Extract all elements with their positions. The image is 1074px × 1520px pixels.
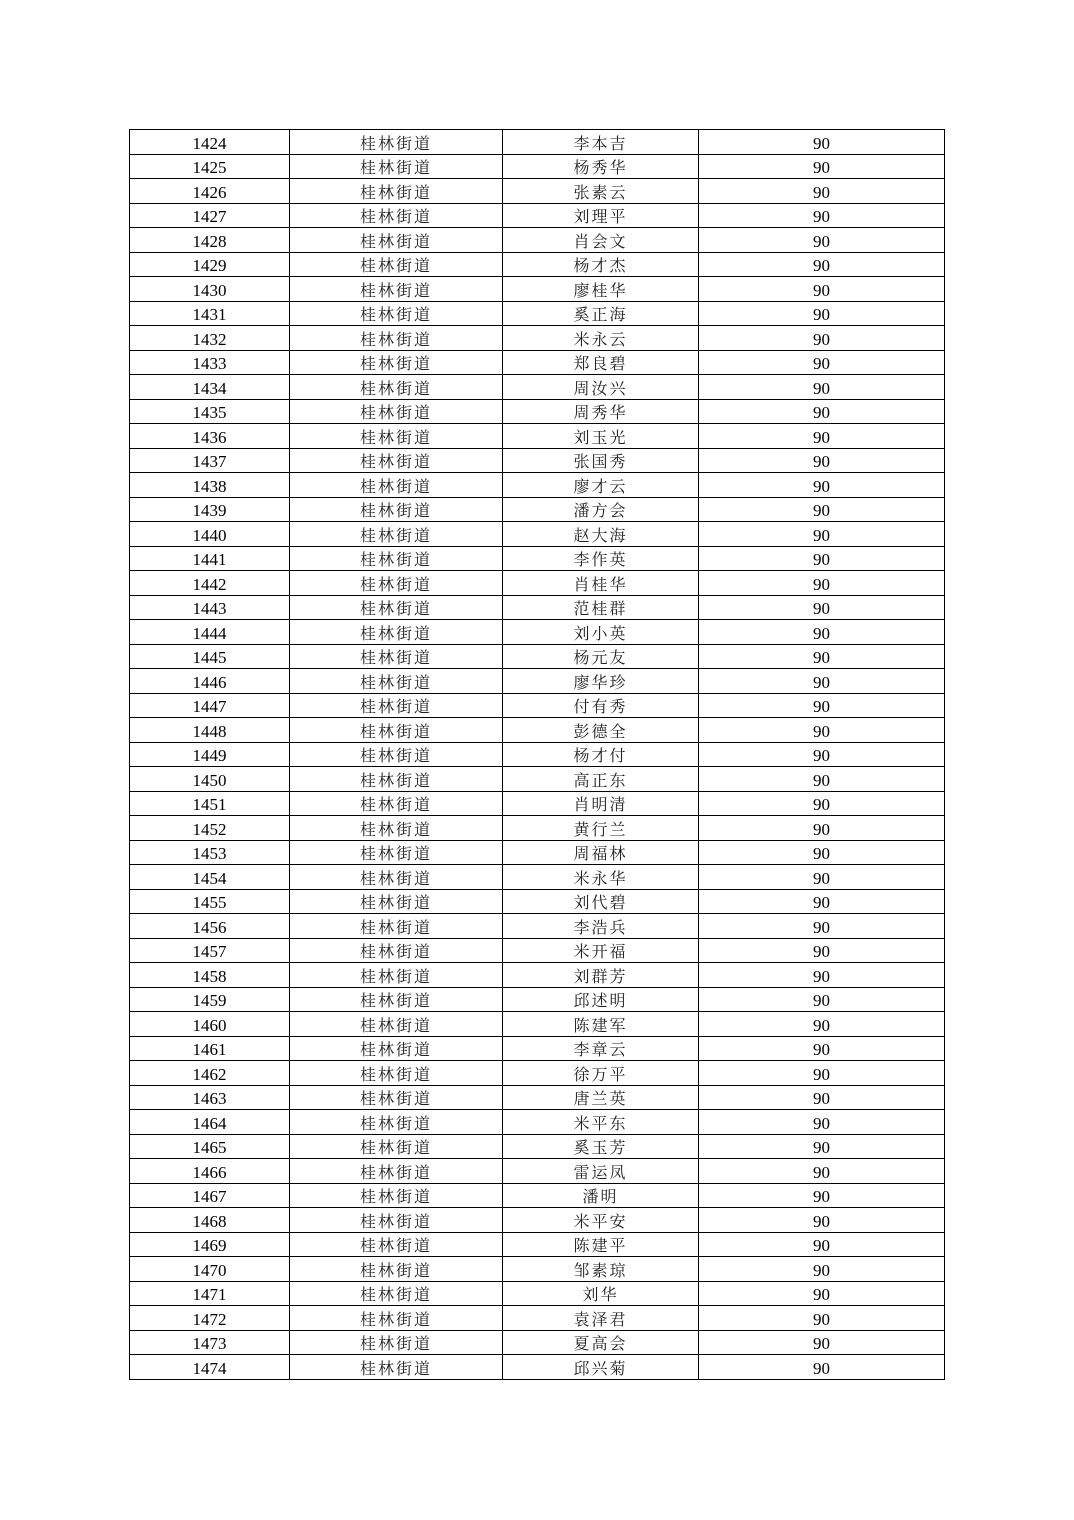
name-cell: 杨秀华	[503, 154, 699, 179]
table-row	[130, 375, 945, 400]
street-cell: 桂林街道	[290, 546, 503, 571]
street-cell: 桂林街道	[290, 424, 503, 449]
score-cell: 90	[699, 963, 945, 988]
row-number-cell: 1444	[130, 620, 290, 645]
name-cell: 刘华	[503, 1281, 699, 1306]
score-cell: 90	[699, 522, 945, 547]
row-number-cell: 1459	[130, 987, 290, 1012]
street-cell: 桂林街道	[290, 693, 503, 718]
table-row	[130, 228, 945, 253]
table-row	[130, 889, 945, 914]
table-row	[130, 669, 945, 694]
table-row	[130, 497, 945, 522]
street-cell: 桂林街道	[290, 1183, 503, 1208]
score-cell: 90	[699, 497, 945, 522]
score-cell: 90	[699, 1330, 945, 1355]
street-cell: 桂林街道	[290, 791, 503, 816]
name-cell: 徐万平	[503, 1061, 699, 1086]
score-cell: 90	[699, 546, 945, 571]
score-cell: 90	[699, 571, 945, 596]
row-number-cell: 1443	[130, 595, 290, 620]
row-number-cell: 1453	[130, 840, 290, 865]
table-row	[130, 1208, 945, 1233]
row-number-cell: 1461	[130, 1036, 290, 1061]
row-number-cell: 1458	[130, 963, 290, 988]
score-cell: 90	[699, 424, 945, 449]
table-row	[130, 130, 945, 155]
row-number-cell: 1442	[130, 571, 290, 596]
score-cell: 90	[699, 669, 945, 694]
street-cell: 桂林街道	[290, 595, 503, 620]
table-row	[130, 1012, 945, 1037]
street-cell: 桂林街道	[290, 301, 503, 326]
score-cell: 90	[699, 840, 945, 865]
score-cell: 90	[699, 375, 945, 400]
table-row	[130, 1257, 945, 1282]
row-number-cell: 1455	[130, 889, 290, 914]
row-number-cell: 1452	[130, 816, 290, 841]
name-cell: 李本吉	[503, 130, 699, 155]
score-cell: 90	[699, 1110, 945, 1135]
table-row	[130, 1232, 945, 1257]
name-cell: 奚正海	[503, 301, 699, 326]
score-cell: 90	[699, 791, 945, 816]
street-cell: 桂林街道	[290, 1232, 503, 1257]
table-row	[130, 1281, 945, 1306]
name-cell: 廖华珍	[503, 669, 699, 694]
table-row	[130, 1036, 945, 1061]
name-cell: 周汝兴	[503, 375, 699, 400]
street-cell: 桂林街道	[290, 669, 503, 694]
row-number-cell: 1435	[130, 399, 290, 424]
street-cell: 桂林街道	[290, 1012, 503, 1037]
table-row	[130, 865, 945, 890]
table-row	[130, 620, 945, 645]
table-row	[130, 1159, 945, 1184]
name-cell: 李作英	[503, 546, 699, 571]
row-number-cell: 1438	[130, 473, 290, 498]
name-cell: 郑良碧	[503, 350, 699, 375]
name-cell: 杨元友	[503, 644, 699, 669]
name-cell: 潘方会	[503, 497, 699, 522]
row-number-cell: 1424	[130, 130, 290, 155]
name-cell: 付有秀	[503, 693, 699, 718]
row-number-cell: 1468	[130, 1208, 290, 1233]
name-cell: 刘小英	[503, 620, 699, 645]
street-cell: 桂林街道	[290, 865, 503, 890]
street-cell: 桂林街道	[290, 1159, 503, 1184]
table-row	[130, 1355, 945, 1380]
table-row	[130, 301, 945, 326]
row-number-cell: 1437	[130, 448, 290, 473]
name-cell: 陈建平	[503, 1232, 699, 1257]
street-cell: 桂林街道	[290, 350, 503, 375]
name-cell: 邱述明	[503, 987, 699, 1012]
street-cell: 桂林街道	[290, 154, 503, 179]
table-row	[130, 816, 945, 841]
table-row	[130, 277, 945, 302]
street-cell: 桂林街道	[290, 742, 503, 767]
score-cell: 90	[699, 228, 945, 253]
score-cell: 90	[699, 767, 945, 792]
street-cell: 桂林街道	[290, 914, 503, 939]
row-number-cell: 1439	[130, 497, 290, 522]
street-cell: 桂林街道	[290, 1257, 503, 1282]
score-cell: 90	[699, 1232, 945, 1257]
street-cell: 桂林街道	[290, 399, 503, 424]
table-row	[130, 1330, 945, 1355]
table-row	[130, 546, 945, 571]
score-cell: 90	[699, 179, 945, 204]
street-cell: 桂林街道	[290, 816, 503, 841]
row-number-cell: 1465	[130, 1134, 290, 1159]
name-cell: 米永云	[503, 326, 699, 351]
street-cell: 桂林街道	[290, 179, 503, 204]
table-row	[130, 1061, 945, 1086]
name-cell: 袁泽君	[503, 1306, 699, 1331]
name-cell: 张素云	[503, 179, 699, 204]
name-cell: 米开福	[503, 938, 699, 963]
name-cell: 米平安	[503, 1208, 699, 1233]
table-row	[130, 1183, 945, 1208]
street-cell: 桂林街道	[290, 1134, 503, 1159]
score-cell: 90	[699, 1306, 945, 1331]
score-cell: 90	[699, 448, 945, 473]
score-cell: 90	[699, 865, 945, 890]
table-row	[130, 1085, 945, 1110]
row-number-cell: 1466	[130, 1159, 290, 1184]
score-cell: 90	[699, 1061, 945, 1086]
row-number-cell: 1457	[130, 938, 290, 963]
street-cell: 桂林街道	[290, 938, 503, 963]
score-cell: 90	[699, 1281, 945, 1306]
row-number-cell: 1462	[130, 1061, 290, 1086]
street-cell: 桂林街道	[290, 1355, 503, 1380]
table-row	[130, 154, 945, 179]
street-cell: 桂林街道	[290, 1306, 503, 1331]
row-number-cell: 1428	[130, 228, 290, 253]
street-cell: 桂林街道	[290, 767, 503, 792]
row-number-cell: 1427	[130, 203, 290, 228]
table-row	[130, 252, 945, 277]
table-row	[130, 742, 945, 767]
score-cell: 90	[699, 1208, 945, 1233]
table-row	[130, 1134, 945, 1159]
name-cell: 邱兴菊	[503, 1355, 699, 1380]
name-cell: 高正东	[503, 767, 699, 792]
row-number-cell: 1440	[130, 522, 290, 547]
table-row	[130, 644, 945, 669]
name-cell: 彭德全	[503, 718, 699, 743]
score-cell: 90	[699, 473, 945, 498]
name-cell: 李章云	[503, 1036, 699, 1061]
score-cell: 90	[699, 914, 945, 939]
name-cell: 肖会文	[503, 228, 699, 253]
name-cell: 刘代碧	[503, 889, 699, 914]
street-cell: 桂林街道	[290, 203, 503, 228]
table-row	[130, 914, 945, 939]
table-row	[130, 448, 945, 473]
row-number-cell: 1449	[130, 742, 290, 767]
row-number-cell: 1431	[130, 301, 290, 326]
table-row	[130, 767, 945, 792]
row-number-cell: 1434	[130, 375, 290, 400]
row-number-cell: 1430	[130, 277, 290, 302]
row-number-cell: 1450	[130, 767, 290, 792]
score-cell: 90	[699, 1012, 945, 1037]
score-cell: 90	[699, 742, 945, 767]
row-number-cell: 1432	[130, 326, 290, 351]
street-cell: 桂林街道	[290, 889, 503, 914]
street-cell: 桂林街道	[290, 718, 503, 743]
row-number-cell: 1448	[130, 718, 290, 743]
row-number-cell: 1474	[130, 1355, 290, 1380]
name-cell: 刘玉光	[503, 424, 699, 449]
table-row	[130, 473, 945, 498]
table-row	[130, 693, 945, 718]
table-row	[130, 791, 945, 816]
score-cell: 90	[699, 399, 945, 424]
table-row	[130, 1306, 945, 1331]
name-cell: 黄行兰	[503, 816, 699, 841]
score-cell: 90	[699, 938, 945, 963]
street-cell: 桂林街道	[290, 448, 503, 473]
score-cell: 90	[699, 1355, 945, 1380]
row-number-cell: 1463	[130, 1085, 290, 1110]
table-row	[130, 718, 945, 743]
table-row	[130, 1110, 945, 1135]
name-cell: 唐兰英	[503, 1085, 699, 1110]
name-cell: 范桂群	[503, 595, 699, 620]
name-cell: 陈建军	[503, 1012, 699, 1037]
score-cell: 90	[699, 987, 945, 1012]
score-cell: 90	[699, 130, 945, 155]
score-cell: 90	[699, 1085, 945, 1110]
row-number-cell: 1429	[130, 252, 290, 277]
row-number-cell: 1441	[130, 546, 290, 571]
street-cell: 桂林街道	[290, 571, 503, 596]
row-number-cell: 1451	[130, 791, 290, 816]
score-cell: 90	[699, 1036, 945, 1061]
score-cell: 90	[699, 203, 945, 228]
name-cell: 周秀华	[503, 399, 699, 424]
table-row	[130, 571, 945, 596]
name-cell: 雷运凤	[503, 1159, 699, 1184]
table-row	[130, 203, 945, 228]
name-cell: 张国秀	[503, 448, 699, 473]
name-cell: 周福林	[503, 840, 699, 865]
name-cell: 夏高会	[503, 1330, 699, 1355]
street-cell: 桂林街道	[290, 840, 503, 865]
name-cell: 廖才云	[503, 473, 699, 498]
score-cell: 90	[699, 1159, 945, 1184]
score-cell: 90	[699, 644, 945, 669]
table-row	[130, 326, 945, 351]
score-cell: 90	[699, 1257, 945, 1282]
street-cell: 桂林街道	[290, 1281, 503, 1306]
score-cell: 90	[699, 620, 945, 645]
row-number-cell: 1425	[130, 154, 290, 179]
score-cell: 90	[699, 301, 945, 326]
score-cell: 90	[699, 154, 945, 179]
street-cell: 桂林街道	[290, 277, 503, 302]
row-number-cell: 1471	[130, 1281, 290, 1306]
table-row	[130, 963, 945, 988]
name-cell: 刘理平	[503, 203, 699, 228]
street-cell: 桂林街道	[290, 228, 503, 253]
data-table	[129, 129, 945, 1380]
street-cell: 桂林街道	[290, 644, 503, 669]
name-cell: 米永华	[503, 865, 699, 890]
score-cell: 90	[699, 326, 945, 351]
street-cell: 桂林街道	[290, 252, 503, 277]
table-row	[130, 399, 945, 424]
table-body	[130, 130, 945, 1380]
row-number-cell: 1467	[130, 1183, 290, 1208]
street-cell: 桂林街道	[290, 1061, 503, 1086]
street-cell: 桂林街道	[290, 497, 503, 522]
street-cell: 桂林街道	[290, 473, 503, 498]
street-cell: 桂林街道	[290, 326, 503, 351]
row-number-cell: 1454	[130, 865, 290, 890]
score-cell: 90	[699, 350, 945, 375]
row-number-cell: 1470	[130, 1257, 290, 1282]
street-cell: 桂林街道	[290, 522, 503, 547]
score-cell: 90	[699, 718, 945, 743]
table-row	[130, 179, 945, 204]
table-row	[130, 522, 945, 547]
name-cell: 肖明清	[503, 791, 699, 816]
street-cell: 桂林街道	[290, 963, 503, 988]
row-number-cell: 1469	[130, 1232, 290, 1257]
street-cell: 桂林街道	[290, 375, 503, 400]
score-cell: 90	[699, 816, 945, 841]
name-cell: 杨才付	[503, 742, 699, 767]
row-number-cell: 1456	[130, 914, 290, 939]
street-cell: 桂林街道	[290, 1110, 503, 1135]
table-row	[130, 350, 945, 375]
street-cell: 桂林街道	[290, 1208, 503, 1233]
row-number-cell: 1445	[130, 644, 290, 669]
row-number-cell: 1460	[130, 1012, 290, 1037]
table-row	[130, 424, 945, 449]
name-cell: 邹素琼	[503, 1257, 699, 1282]
street-cell: 桂林街道	[290, 987, 503, 1012]
name-cell: 奚玉芳	[503, 1134, 699, 1159]
row-number-cell: 1446	[130, 669, 290, 694]
name-cell: 肖桂华	[503, 571, 699, 596]
row-number-cell: 1426	[130, 179, 290, 204]
score-cell: 90	[699, 595, 945, 620]
table-row	[130, 595, 945, 620]
row-number-cell: 1436	[130, 424, 290, 449]
street-cell: 桂林街道	[290, 130, 503, 155]
name-cell: 米平东	[503, 1110, 699, 1135]
row-number-cell: 1464	[130, 1110, 290, 1135]
row-number-cell: 1447	[130, 693, 290, 718]
street-cell: 桂林街道	[290, 1085, 503, 1110]
name-cell: 刘群芳	[503, 963, 699, 988]
row-number-cell: 1472	[130, 1306, 290, 1331]
row-number-cell: 1433	[130, 350, 290, 375]
score-cell: 90	[699, 889, 945, 914]
street-cell: 桂林街道	[290, 1330, 503, 1355]
name-cell: 杨才杰	[503, 252, 699, 277]
score-cell: 90	[699, 1134, 945, 1159]
name-cell: 潘明	[503, 1183, 699, 1208]
street-cell: 桂林街道	[290, 620, 503, 645]
score-cell: 90	[699, 252, 945, 277]
table-row	[130, 987, 945, 1012]
name-cell: 赵大海	[503, 522, 699, 547]
row-number-cell: 1473	[130, 1330, 290, 1355]
score-cell: 90	[699, 277, 945, 302]
table-row	[130, 938, 945, 963]
street-cell: 桂林街道	[290, 1036, 503, 1061]
score-cell: 90	[699, 1183, 945, 1208]
name-cell: 廖桂华	[503, 277, 699, 302]
table-row	[130, 840, 945, 865]
name-cell: 李浩兵	[503, 914, 699, 939]
score-cell: 90	[699, 693, 945, 718]
